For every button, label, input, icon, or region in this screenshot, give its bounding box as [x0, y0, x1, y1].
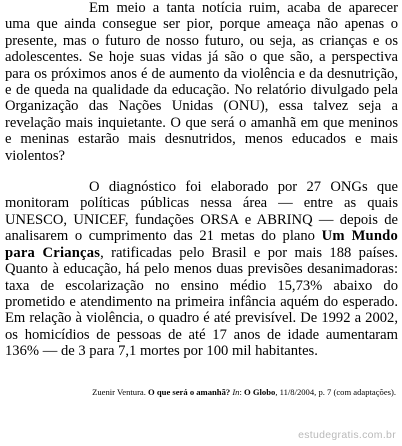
site-watermark: estudegratis.com.br	[298, 429, 396, 441]
source-citation	[92, 387, 396, 397]
paragraph-2	[5, 179, 398, 359]
source-publication: O Globo	[244, 387, 276, 397]
paragraph-2-text-after: , ratificadas pelo Brasil e por mais 188 países. Quanto à educação, há pelo menos duas previsões desanimadoras: taxa de escolarização no ensino médio 15,73% abaixo do prometido e atendimento na primeira infância aquém do esperado. Em relação à violência, o quadro é até previsível. De 1992 a 2002, os homicídios de pessoas de até 17 anos de idade aumentaram 136% — de 3 para 7,1 mortes por 100 mil habitantes.	[5, 244, 398, 360]
source-details: , 11/8/2004, p. 7 (com adaptações).	[275, 387, 396, 397]
source-colon: :	[239, 387, 245, 397]
paragraph-1-text: Em meio a tanta notícia ruim, acaba de aparecer uma que ainda consegue ser pior, porque ameaça não apenas o presente, mas o futuro de nosso futuro, ou seja, as crianças e os adolescentes. Se hoje suas vidas já são o que são, a perspectiva para os próximos anos é de aumento da violência e da desnutrição, e de queda na qualidade da educação. No relatório divulgado pela Organização das Nações Unidas (ONU), essa talvez seja a revelação mais inquietante. O que será o amanhã em que meninos e meninas estarão mais desnutridos, menos educados e mais violentos?	[5, 0, 398, 164]
source-author: Zuenir Ventura.	[92, 387, 149, 397]
paragraph-1	[5, 0, 398, 164]
plan-name: Um Mundo para Crianças	[5, 228, 398, 261]
article-body	[5, 0, 398, 360]
source-in-label: In	[230, 387, 240, 397]
paragraph-2-text-before: O diagnóstico foi elaborado por 27 ONGs que monitoram políticas públicas nessa área — entre as quais UNESCO, UNICEF, fundações ORSA e ABRINQ — depois de analisarem o cumprimento das 21 metas do plano	[5, 179, 398, 245]
source-title: O que será o amanhã?	[148, 387, 231, 397]
